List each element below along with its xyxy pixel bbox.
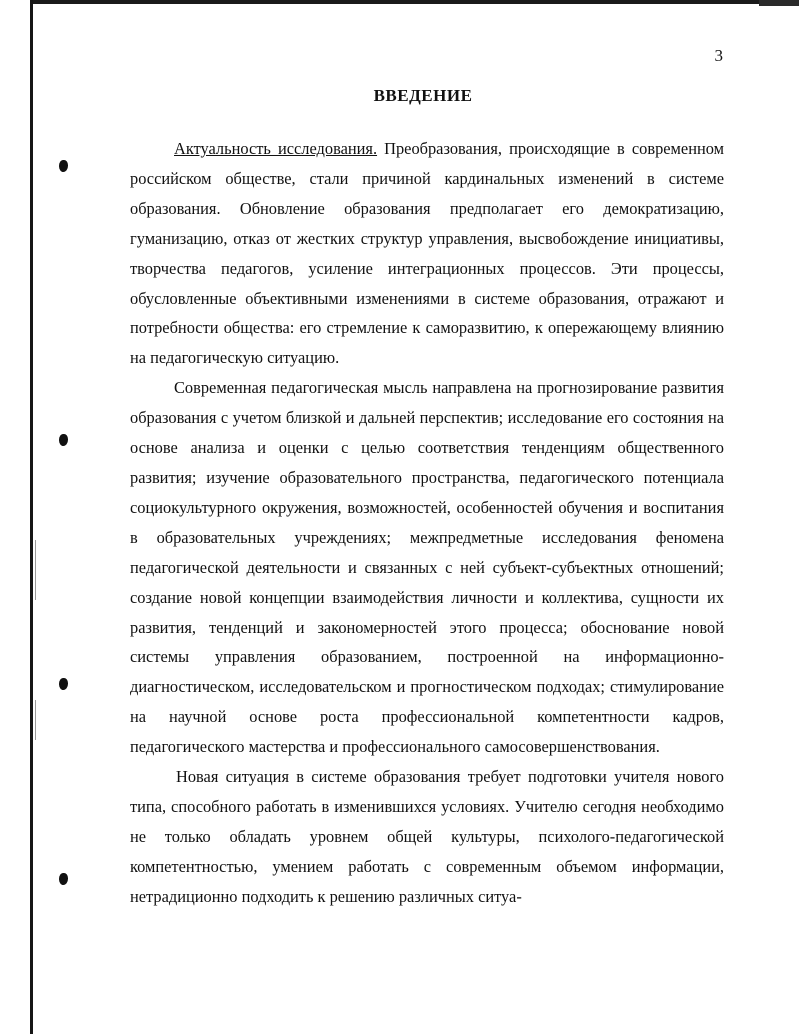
- relevance-heading: Актуальность исследования.: [174, 139, 378, 158]
- binding-hole-mark: [59, 160, 68, 172]
- paragraph-new-situation: Новая ситуация в системе образования требует подготовки учителя нового типа, способного работать в изменившихся условиях. Учителю сегодня необходимо не только обладать уровнем общей культуры, психолого-педагогической компетентностью, умением работать с современным объемом информации, нетрадиционно подходить к решению различных ситуа-: [130, 767, 724, 906]
- paragraph-relevance: [130, 134, 724, 373]
- binding-hole-mark: [59, 434, 68, 446]
- scan-artifact-line: [35, 700, 36, 740]
- paragraph-relevance-text: Преобразования, происходящие в современном российском обществе, стали причиной кардинальных изменений в системе образования. Обновление образования предполагает его демократизацию, гуманизацию, отказ от жестких структур управления, высвобождение инициативы, творчества педагогов, усиление интеграционных процессов. Эти процессы, обусловленные объективными изменениями в системе образования, отражают и потребности общества: его стремление к саморазвитию, к опережающему влиянию на педагогическую ситуацию.: [130, 139, 724, 368]
- binding-hole-mark: [59, 873, 68, 885]
- page-number: 3: [714, 46, 723, 65]
- paragraph-pedagogical-thought: Современная педагогическая мысль направлена на прогнозирование развития образования с учетом близкой и дальней перспектив; исследование его состояния на основе анализа и оценки с целью соответствия тенденциям общественного развития; изучение образовательного пространства, педагогического потенциала социокультурного окружения, возможностей, особенностей обучения и воспитания в образовательных учреждениях; межпредметные исследования феномена педагогической деятельности и связанных с ней субъект-субъектных отношений; создание новой концепции взаимодействия личности и коллектива, сущности их развития, тенденций и закономерностей этого процесса; обоснование новой системы управления образованием, построенной на информационно-диагностическом, исследовательском и прогностическом подходах; стимулирование на научной основе роста профессиональной компетентности кадров, педагогического мастерства и профессионального самосовершенствования.: [130, 378, 724, 757]
- page-title: ВВЕДЕНИЕ: [373, 86, 473, 105]
- scan-top-border-edge: [759, 0, 799, 6]
- document-body: [130, 134, 724, 912]
- binding-hole-mark: [59, 678, 68, 690]
- scan-left-border: [30, 0, 33, 1034]
- scan-artifact-line: [35, 540, 36, 600]
- scan-top-border: [30, 0, 799, 4]
